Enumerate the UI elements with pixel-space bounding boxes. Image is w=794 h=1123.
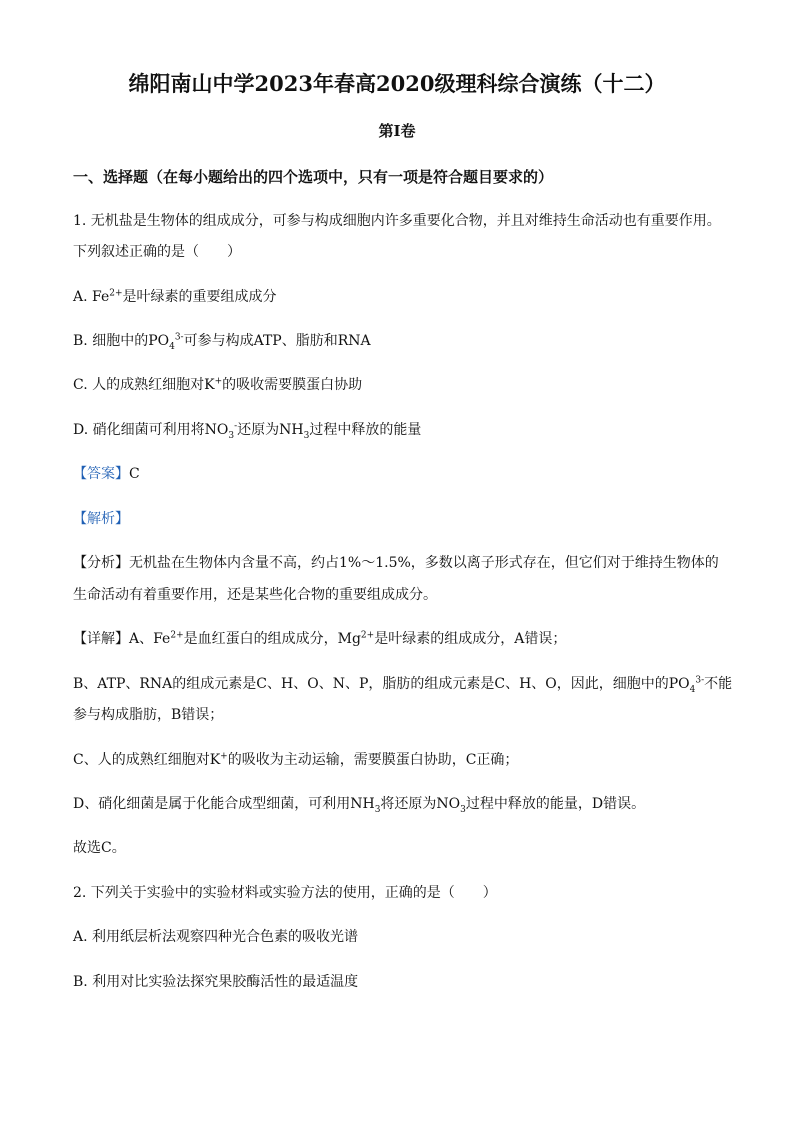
q1-option-d: D. 硝化细菌可利用将$NO_3^-$还原为$NH_3$过程中释放的能量 <box>73 421 422 441</box>
xiangjie-d: D、硝化细菌是属于化能合成型细菌，可利用$NH_3$将还原为$NO_3$过程中释放的能量，D错误。 <box>73 796 646 815</box>
xiangjie-b-line1: B、ATP、RNA的组成元素是C、H、O、N、P，脂肪的组成元素是C、H、O，因此，细胞中的$PO_4^{3-}$不能 <box>73 675 733 695</box>
q1-option-c: C. 人的成熟红细胞对K+的吸收需要膜蛋白协助 <box>73 376 363 393</box>
fenxi-line1: 【分析】无机盐在生物体内含量不高，约占1%～1.5%，多数以离子形式存在，但它们对于维持生物体的 <box>73 555 719 571</box>
volume-heading: 第I卷 <box>378 122 416 140</box>
q2-option-b: B. 利用对比实验法探究果胶酶活性的最适温度 <box>73 974 359 990</box>
conclusion: 故选C。 <box>73 840 126 856</box>
xiangjie-tag: 【详解】 <box>73 631 129 647</box>
q1-option-a: A. $Fe^{2+}$是叶绿素的重要组成成分 <box>73 288 277 305</box>
q1-answer: 【答案】C <box>73 466 140 482</box>
q1-option-b: B. 细胞中的$PO_4^{3-}$可参与构成ATP、脂肪和RNA <box>73 332 371 352</box>
q2-option-a: A. 利用纸层析法观察四种光合色素的吸收光谱 <box>73 929 359 945</box>
q2-stem: 2. 下列关于实验中的实验材料或实验方法的使用，正确的是（ ） <box>73 885 497 901</box>
xiangjie-c: C、人的成熟红细胞对K+的吸收为主动运输，需要膜蛋白协助，C正确； <box>73 751 519 768</box>
q1-stem-line2: 下列叙述正确的是（ ） <box>73 244 241 260</box>
xiangjie-b-line2: 参与构成脂肪，B错误； <box>73 707 224 723</box>
xiangjie-a: 【详解】A、$Fe^{2+}$是血红蛋白的组成成分，$Mg^{2+}$是叶绿素的组成成分，A错误； <box>73 630 567 647</box>
q1-stem-line1: 1. 无机盐是生物体的组成成分，可参与构成细胞内许多重要化合物，并且对维持生命活动也有重要作用。 <box>73 213 721 229</box>
page-title: 绵阳南山中学2023年春高2020级理科综合演练（十二） <box>128 71 666 96</box>
section-heading: 一、选择题（在每小题给出的四个选项中，只有一项是符合题目要求的） <box>73 168 554 186</box>
fenxi-line2: 生命活动有着重要作用，还是某些化合物的重要组成成分。 <box>73 587 437 603</box>
analysis-tag: 【解析】 <box>73 511 129 527</box>
fenxi-tag: 【分析】 <box>73 555 129 571</box>
answer-tag: 【答案】 <box>73 466 129 482</box>
